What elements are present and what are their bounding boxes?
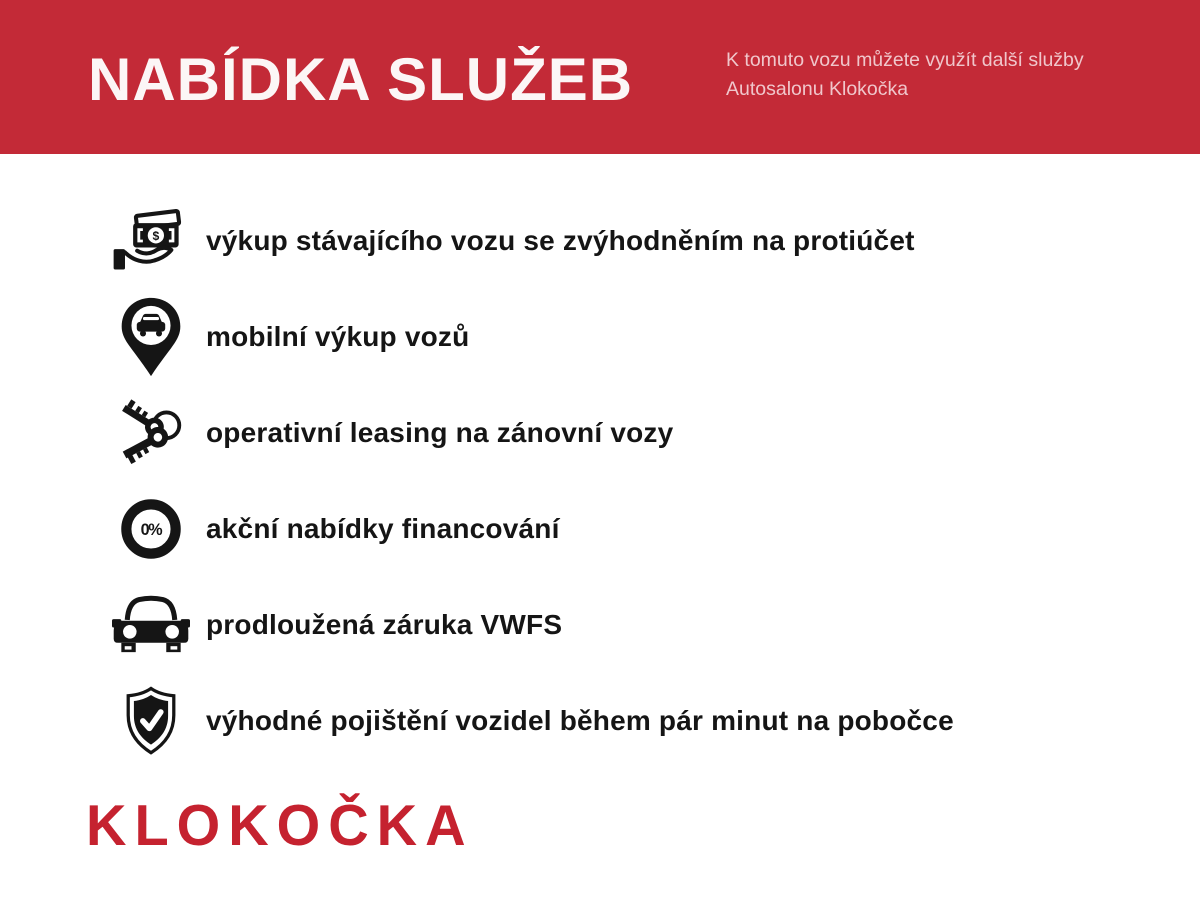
service-item-leasing [0,385,1200,481]
service-item-warranty [0,577,1200,673]
car-location-pin-icon [112,291,190,383]
service-item-mobile-buyback [0,289,1200,385]
service-item-financing [0,481,1200,577]
service-label: výhodné pojištění vozidel během pár minut na pobočce [206,705,954,736]
shield-check-icon [112,675,190,767]
car-keys-icon [112,387,190,479]
service-label: prodloužená záruka VWFS [206,609,563,640]
service-item-insurance [0,673,1200,769]
service-item-buyback [0,193,1200,289]
zero-percent-label: 0% [140,520,162,539]
svg-text:$: $ [152,228,160,243]
header-note [726,46,1146,103]
service-label: akční nabídky financování [206,513,560,544]
page-title: NABÍDKA SLUŽEB [88,46,634,113]
zero-percent-icon [112,483,190,575]
services-list [0,193,1200,769]
service-label: operativní leasing na zánovní vozy [206,417,674,448]
service-label: výkup stávajícího vozu se zvýhodněním na protiúčet [206,225,915,256]
header-note-line1: K tomuto vozu můžete využít další služby [726,49,1084,71]
header-banner [0,0,1200,154]
cash-in-hand-icon [112,195,190,287]
klokocka-logo: KLOKOČKA [86,793,474,858]
service-label: mobilní výkup vozů [206,321,470,352]
header-note-line2: Autosalonu Klokočka [726,77,909,100]
car-front-icon [112,579,190,671]
